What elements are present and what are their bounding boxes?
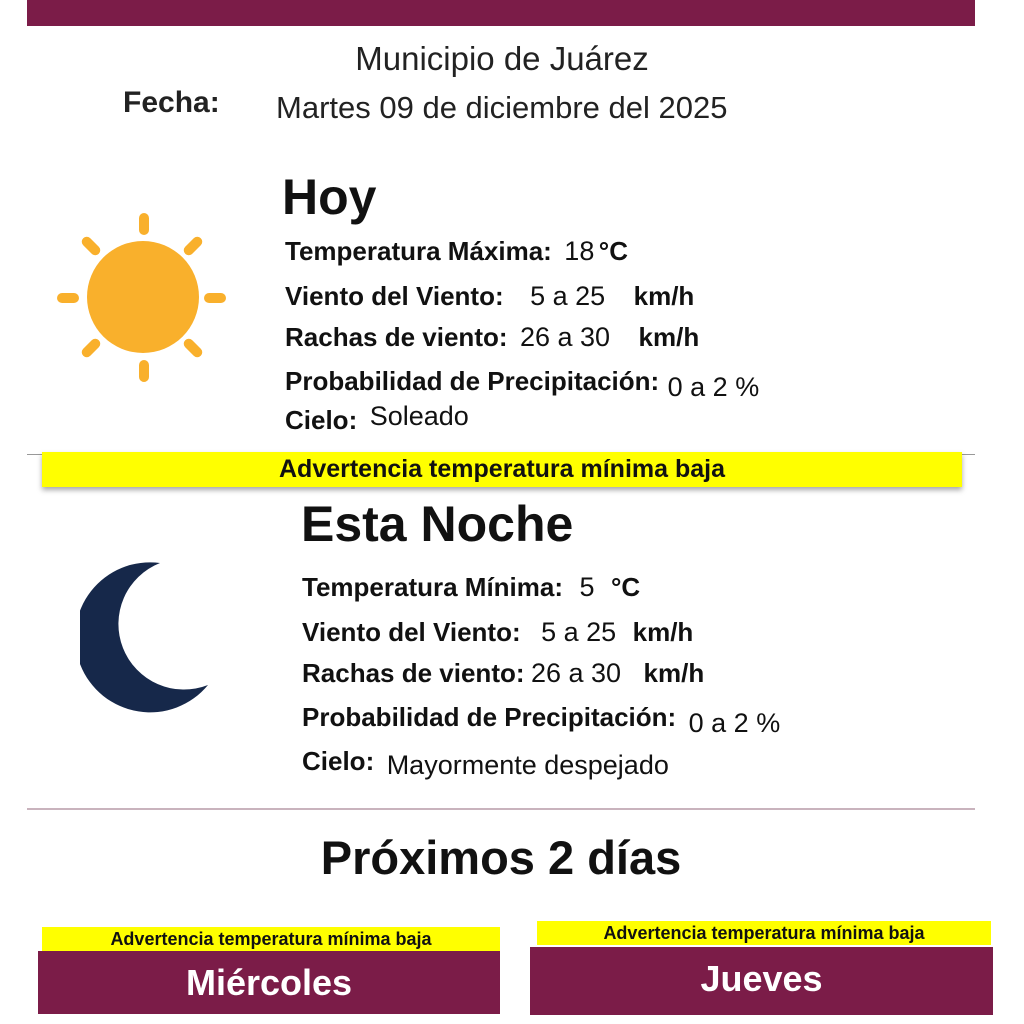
tonight-gusts-row bbox=[302, 658, 704, 689]
today-precip-row bbox=[285, 366, 760, 402]
row-unit: km/h bbox=[633, 281, 695, 311]
row-label: Cielo: bbox=[302, 746, 375, 776]
tonight-sky-row bbox=[302, 746, 669, 780]
date-value: Martes 09 de diciembre del 2025 bbox=[276, 90, 728, 125]
row-unit: °C bbox=[610, 572, 641, 602]
tonight-min-temp-row bbox=[302, 572, 640, 603]
row-label: Temperatura Mínima: bbox=[302, 572, 564, 602]
row-label: Viento del Viento: bbox=[285, 281, 504, 311]
row-unit: km/h bbox=[638, 322, 700, 352]
row-value: 18 bbox=[564, 236, 595, 266]
row-value: 26 a 30 bbox=[530, 658, 622, 688]
row-value: 26 a 30 bbox=[519, 322, 611, 352]
row-label: Rachas de viento: bbox=[285, 322, 508, 352]
today-gusts-row bbox=[285, 322, 699, 353]
today-title: Hoy bbox=[282, 169, 377, 225]
divider bbox=[27, 808, 975, 810]
today-max-temp-row bbox=[285, 236, 628, 267]
row-label: Cielo: bbox=[285, 405, 358, 435]
day-warning-banner: Advertencia temperatura mínima baja bbox=[42, 927, 500, 951]
row-value: 5 a 25 bbox=[541, 617, 617, 647]
municipality-title: Municipio de Juárez bbox=[355, 40, 649, 77]
day-card-jueves[interactable]: Jueves bbox=[530, 947, 993, 1015]
top-banner bbox=[27, 0, 975, 26]
next-days-title: Próximos 2 días bbox=[320, 831, 682, 884]
sun-icon bbox=[52, 205, 232, 385]
row-unit: km/h bbox=[643, 658, 705, 688]
row-label: Rachas de viento: bbox=[302, 658, 525, 688]
day-warning-banner: Advertencia temperatura mínima baja bbox=[537, 921, 991, 945]
row-value: 0 a 2 % bbox=[667, 372, 760, 402]
row-value: 5 bbox=[579, 572, 595, 602]
row-unit: °C bbox=[598, 236, 628, 266]
row-label: Temperatura Máxima: bbox=[285, 236, 552, 266]
row-value: 5 a 25 bbox=[530, 281, 606, 311]
tonight-wind-row bbox=[302, 617, 693, 648]
row-value: 0 a 2 % bbox=[688, 708, 781, 738]
today-wind-row bbox=[285, 281, 694, 312]
day-card-miercoles[interactable]: Miércoles bbox=[38, 951, 500, 1014]
moon-icon bbox=[80, 555, 230, 720]
tonight-title: Esta Noche bbox=[301, 496, 574, 552]
row-value: Soleado bbox=[369, 401, 469, 431]
date-label: Fecha: bbox=[123, 86, 220, 119]
tonight-precip-row bbox=[302, 702, 781, 738]
row-label: Probabilidad de Precipitación: bbox=[302, 702, 677, 732]
row-unit: km/h bbox=[632, 617, 694, 647]
row-label: Viento del Viento: bbox=[302, 617, 521, 647]
today-sky-row bbox=[285, 401, 469, 436]
low-temp-warning-banner: Advertencia temperatura mínima baja bbox=[42, 452, 962, 487]
row-value: Mayormente despejado bbox=[386, 750, 669, 780]
row-label: Probabilidad de Precipitación: bbox=[285, 366, 660, 396]
